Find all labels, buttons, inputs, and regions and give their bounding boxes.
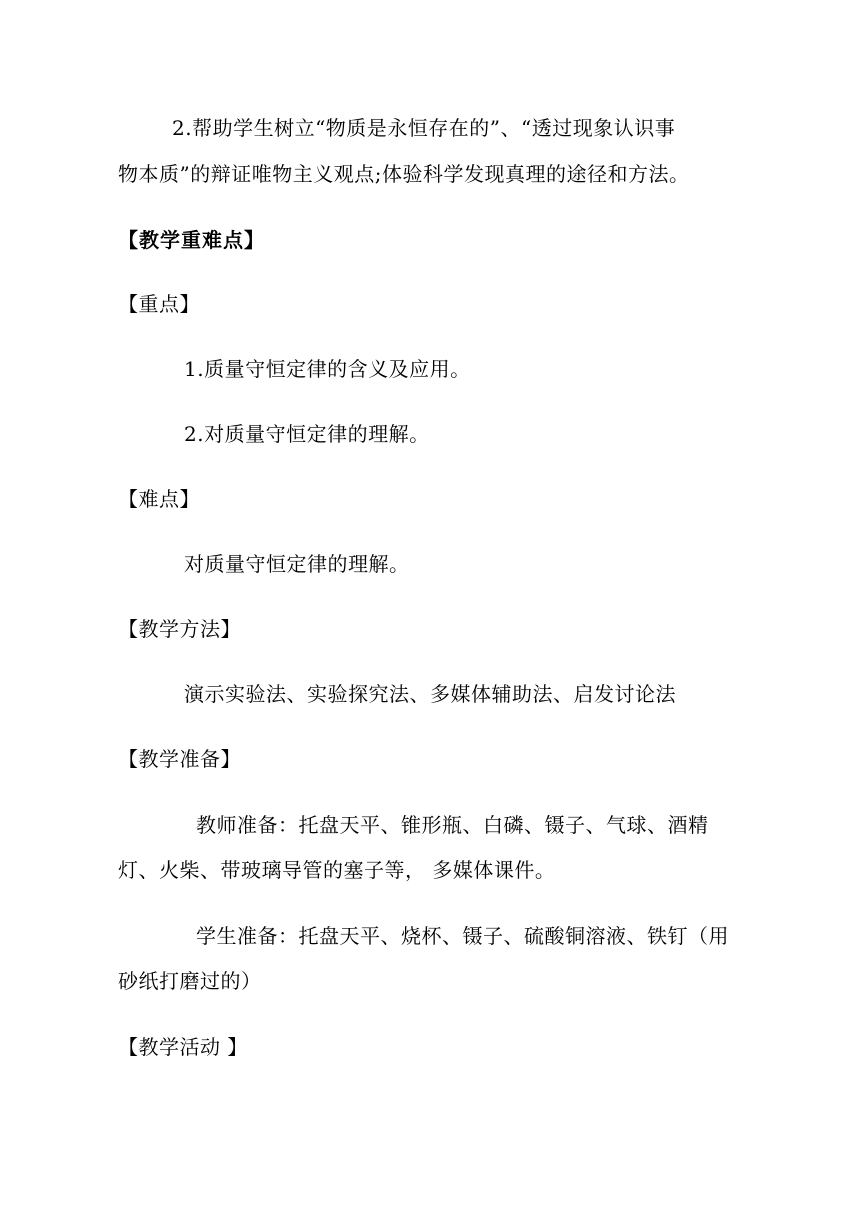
methods-heading: 【教学方法】 [118, 617, 241, 641]
key-points-heading: 【重点】 [118, 292, 200, 316]
key-point-2: 2.对质量守恒定律的理解。 [184, 422, 430, 446]
student-preparation-line-2: 砂纸打磨过的） [118, 969, 262, 993]
difficult-point: 对质量守恒定律的理解。 [184, 552, 410, 576]
objective-2-line-2: 物本质”的辩证唯物主义观点;体验科学发现真理的途径和方法。 [118, 162, 690, 186]
key-point-1: 1.质量守恒定律的含义及应用。 [184, 357, 471, 381]
teacher-preparation-line-1: 教师准备：托盘天平、锥形瓶、白磷、镊子、气球、酒精 [196, 813, 709, 837]
teacher-preparation-line-2: 灯、火柴、带玻璃导管的塞子等， 多媒体课件。 [118, 858, 556, 882]
key-difficult-heading: 【教学重难点】 [118, 228, 265, 252]
activities-heading: 【教学活动 】 [118, 1035, 248, 1059]
difficult-points-heading: 【难点】 [118, 487, 200, 511]
objective-2-line-1: 2.帮助学生树立“物质是永恒存在的”、“透过现象认识事 [172, 116, 676, 140]
preparation-heading: 【教学准备】 [118, 747, 241, 771]
methods-text: 演示实验法、实验探究法、多媒体辅助法、启发讨论法 [184, 682, 676, 706]
student-preparation-line-1: 学生准备：托盘天平、烧杯、镊子、硫酸铜溶液、铁钉（用 [196, 924, 729, 948]
